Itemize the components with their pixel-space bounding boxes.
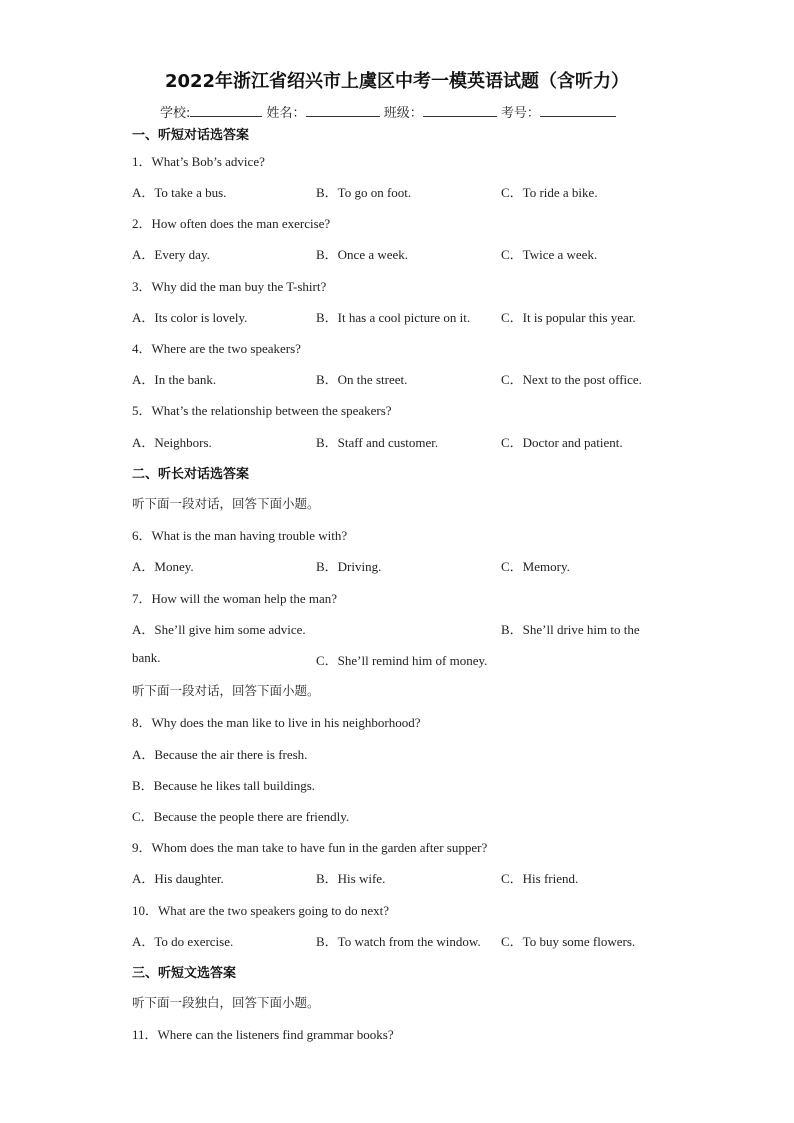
section-heading-3: 三、听短文选答案 xyxy=(132,966,237,981)
q7-option-c: C．She’ll remind him of money. xyxy=(316,653,488,668)
q10-option-b: B．To watch from the window. xyxy=(316,934,481,949)
school-label: 学校: xyxy=(160,106,191,121)
document-title: 2022年浙江省绍兴市上虞区中考一模英语试题（含听力） xyxy=(164,71,630,92)
q7-option-b-continued: bank. xyxy=(132,650,161,665)
question-3: 3．Why did the man buy the T-shirt? xyxy=(132,279,327,294)
q4-option-c: C．Next to the post office. xyxy=(501,372,642,387)
q8-option-c: C．Because the people there are friendly. xyxy=(132,809,350,824)
name-label: 姓名： xyxy=(266,106,306,121)
q1-option-b: B．To go on foot. xyxy=(316,185,412,200)
q9-option-c: C．His friend. xyxy=(501,871,579,886)
question-1: 1．What’s Bob’s advice? xyxy=(132,154,265,169)
section-heading-2: 二、听长对话选答案 xyxy=(132,467,250,482)
q4-option-a: A．In the bank. xyxy=(132,372,217,387)
q7-option-b: B．She’ll drive him to the xyxy=(501,622,640,637)
number-blank xyxy=(540,104,616,117)
q5-option-a: A．Neighbors. xyxy=(132,435,212,450)
q4-option-b: B．On the street. xyxy=(316,372,408,387)
q10-option-c: C．To buy some flowers. xyxy=(501,934,636,949)
question-7: 7．How will the woman help the man? xyxy=(132,591,338,606)
question-5: 5．What’s the relationship between the speakers? xyxy=(132,403,392,418)
q6-option-b: B．Driving. xyxy=(316,559,382,574)
q3-option-b: B．It has a cool picture on it. xyxy=(316,310,471,325)
q7-option-a: A．She’ll give him some advice. xyxy=(132,622,306,637)
q5-option-c: C．Doctor and patient. xyxy=(501,435,623,450)
school-blank xyxy=(190,104,262,117)
name-blank xyxy=(306,104,380,117)
q5-option-b: B．Staff and customer. xyxy=(316,435,439,450)
class-label: 班级： xyxy=(383,106,423,121)
instruction-dialog-2: 听下面一段对话，回答下面小题。 xyxy=(132,683,320,698)
section-heading-1: 一、听短对话选答案 xyxy=(132,128,250,143)
number-label: 考号： xyxy=(500,106,540,121)
q8-option-b: B．Because he likes tall buildings. xyxy=(132,778,316,793)
q9-option-a: A．His daughter. xyxy=(132,871,224,886)
instruction-monologue: 听下面一段独白，回答下面小题。 xyxy=(132,995,320,1010)
question-10: 10．What are the two speakers going to do next? xyxy=(132,903,390,918)
q2-option-c: C．Twice a week. xyxy=(501,247,598,262)
student-info-line xyxy=(160,102,616,121)
q10-option-a: A．To do exercise. xyxy=(132,934,234,949)
question-8: 8．Why does the man like to live in his neighborhood? xyxy=(132,715,421,730)
q6-option-c: C．Memory. xyxy=(501,559,570,574)
q1-option-a: A．To take a bus. xyxy=(132,185,227,200)
q3-option-c: C．It is popular this year. xyxy=(501,310,636,325)
question-4: 4．Where are the two speakers? xyxy=(132,341,301,356)
q2-option-a: A．Every day. xyxy=(132,247,210,262)
question-2: 2．How often does the man exercise? xyxy=(132,216,331,231)
q9-option-b: B．His wife. xyxy=(316,871,386,886)
q8-option-a: A．Because the air there is fresh. xyxy=(132,747,308,762)
class-blank xyxy=(423,104,497,117)
q3-option-a: A．Its color is lovely. xyxy=(132,310,248,325)
q2-option-b: B．Once a week. xyxy=(316,247,409,262)
q6-option-a: A．Money. xyxy=(132,559,194,574)
q1-option-c: C．To ride a bike. xyxy=(501,185,598,200)
question-6: 6．What is the man having trouble with? xyxy=(132,528,348,543)
instruction-dialog-1: 听下面一段对话，回答下面小题。 xyxy=(132,496,320,511)
question-9: 9．Whom does the man take to have fun in the garden after supper? xyxy=(132,840,488,855)
question-11: 11．Where can the listeners find grammar books? xyxy=(132,1027,394,1042)
